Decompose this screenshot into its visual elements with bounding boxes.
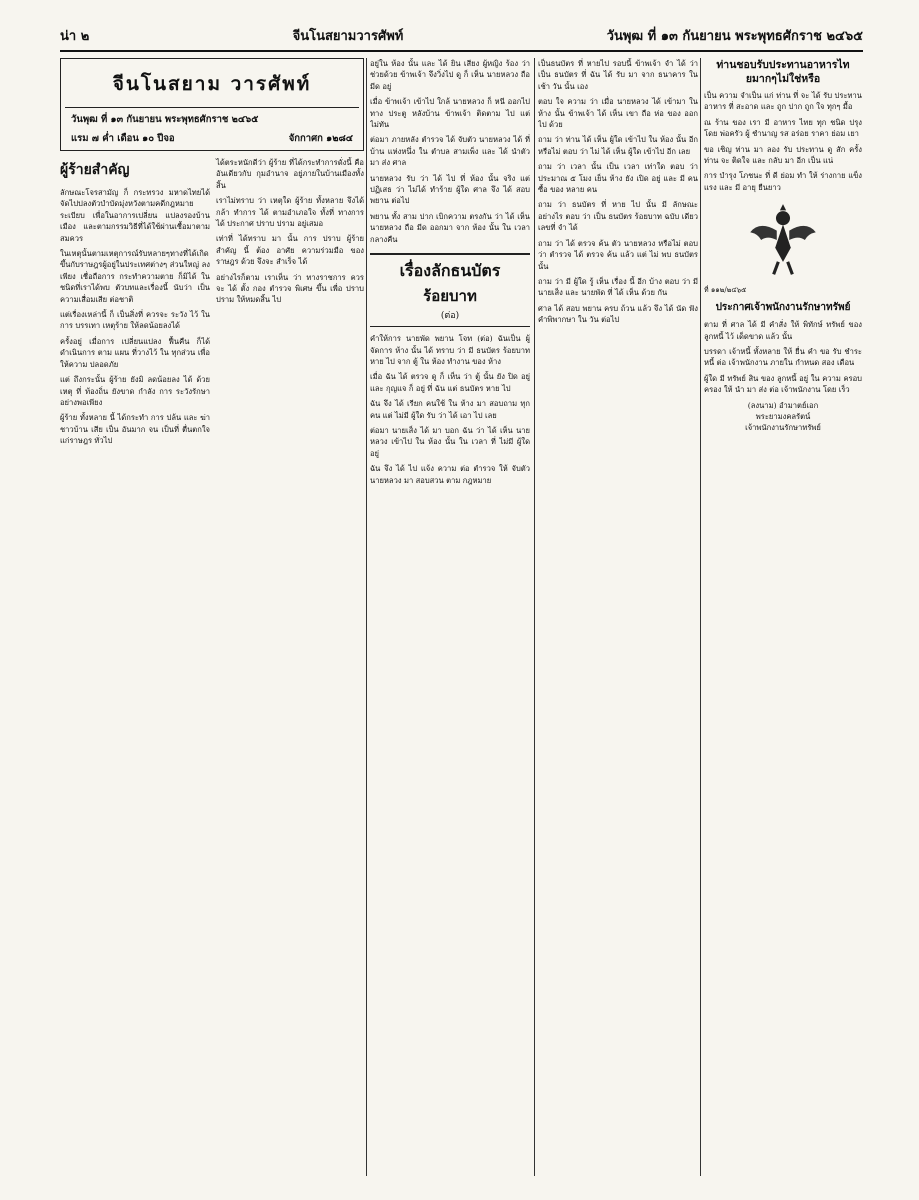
story-continued-note: (ต่อ) — [440, 311, 460, 322]
article-paragraph: ลักษณะโจรสามัญ ก็ กระทรวง มหาดไทยได้จัดไปปลงตัวบำบัดมุ่งหวังตามคดีกฎหมายระเบียบ เพื่อในอาการเปลี่ยน แปลงรองบ้านเมือง และตามกรรมวิธีที่ได้ใช้ผ่านเชื้อมาตามสมควร — [60, 188, 210, 243]
masthead-date-line: วันพุฒ ที่ ๑๓ กันยายน พระพุทธศักราช ๒๔๖๕ — [71, 114, 259, 125]
article-paragraph: ถาม ว่า ท่าน ได้ เห็น ผู้ใด เข้าไป ใน ห้อง นั้น อีก หรือไม่ ตอบ ว่า ไม่ ได้ เห็น ผู้ใด เข้าไป อีก เลย — [538, 135, 698, 156]
column-4 — [704, 58, 862, 1176]
notice-paragraph: บรรดา เจ้าหนี้ ทั้งหลาย ให้ ยื่น คำ ขอ รับ ชำระ หนี้ ต่อ เจ้าพนักงาน ภายใน กำหนด สอง เดือน — [704, 347, 862, 368]
story-paragraph: ฉัน จึง ได้ ไป แจ้ง ความ ต่อ ตำรวจ ให้ จับตัว นายหลวง มา สอบสวน ตาม กฎหมาย — [370, 464, 530, 485]
column-2 — [370, 58, 530, 1176]
article-1-heading: ผู้ร้ายสำคัญ — [60, 162, 130, 178]
newspaper-name: จีนโนสยามวารศัพท์ — [292, 28, 404, 44]
column-rule — [700, 58, 701, 1176]
article-paragraph: เท่าที่ ได้ทราบ มา นั้น การ ปราบ ผู้ร้าย สำคัญ นี้ ต้อง อาศัย ความร่วมมือ ของ ราษฎร ด้วย จึงจะ สำเร็จ ได้ — [216, 234, 364, 267]
garuda-emblem-icon — [744, 201, 822, 279]
column-3 — [538, 58, 698, 1176]
article-paragraph: อย่างไรก็ตาม เราเห็น ว่า ทางราชการ ควร จะ ได้ ตั้ง กอง ตำรวจ พิเศษ ขึ้น เพื่อ ปราบ ปราม ให้หมดสิ้น ไป — [216, 272, 364, 305]
article-paragraph: ถาม ว่า ได้ ตรวจ ค้น ตัว นายหลวง หรือไม่ ตอบ ว่า ตำรวจ ได้ ตรวจ ค้น แล้ว แต่ ไม่ พบ ธนบัตร นั้น — [538, 238, 698, 271]
article-paragraph: แต่เรื่องเหล่านี้ ก็ เป็นสิ่งที่ ควรจะ ระวัง ไว้ ในการ บรรเทา เหตุร้าย ให้ลดน้อยลงได้ — [60, 310, 210, 331]
masthead-lunar — [65, 127, 359, 146]
article-paragraph: ได้ตระหนักดีว่า ผู้ร้าย ที่ได้กระทำการดั่งนี้ คือ อันเดียวกับ กุมอำนาจ อยู่ภายในบ้านเมืองทั้งสิ้น — [216, 158, 364, 190]
notice-signature — [704, 400, 862, 433]
article-1-body — [60, 157, 364, 451]
story-heading-box — [370, 253, 530, 327]
article-paragraph: ตอบ ใจ ความ ว่า เมื่อ นายหลวง ได้ เข้ามา ใน ห้าง นั้น ข้าพเจ้า ได้ เห็น เขา ถือ ห่อ ของ ออก ไป ด้วย — [538, 97, 698, 130]
article-paragraph: ถาม ว่า เวลา นั้น เป็น เวลา เท่าใด ตอบ ว่า ประมาณ ๕ โมง เย็น ห้าง ยัง เปิด อยู่ และ มี คน ซื้อ ของ หลาย คน — [538, 162, 698, 195]
notice-paragraph: ตาม ที่ ศาล ได้ มี คำสั่ง ให้ พิทักษ์ ทรัพย์ ของ ลูกหนี้ ไว้ เด็ดขาด แล้ว นั้น — [704, 320, 862, 341]
header-date: วันพุฒ ที่ ๑๓ กันยายน พระพุทธศักราช ๒๔๖๕ — [606, 28, 863, 44]
article-paragraph: ศาล ได้ สอบ พยาน ครบ ถ้วน แล้ว จึง ได้ นัด ฟัง คำพิพากษา ใน วัน ต่อไป — [538, 303, 698, 325]
masthead-era-line: จักกาศก ๑๒๘๔ — [288, 133, 353, 144]
signature-line: พระยามงคลรัตน์ — [755, 411, 811, 421]
article-paragraph: นายหลวง รับ ว่า ได้ ไป ที่ ห้อง นั้น จริง แต่ ปฏิเสธ ว่า ไม่ได้ ทำร้าย ผู้ใด ศาล จึง ได้ สอบ พยาน ต่อไป — [370, 173, 530, 206]
story-paragraph: ต่อมา นายเส็ง ได้ มา บอก ฉัน ว่า ได้ เห็น นายหลวง เข้าไป ใน ห้อง นั้น ใน เวลา ที่ ไม่มี ผู้ใด อยู่ — [370, 425, 530, 458]
page-number: น่า ๒ — [60, 28, 90, 44]
column-1 — [60, 58, 364, 1176]
article-1-right — [216, 157, 364, 451]
article-paragraph: แต่ ถึงกระนั้น ผู้ร้าย ยังมิ ลดน้อยลง ได้ ด้วย เหตุ ที่ ท้องถิ่น ยังขาด กำลัง การ ระวังรักษา อย่างพอเพียง — [60, 375, 210, 407]
notice-reference: ที่ ๑๑๒/๒๔๖๕ — [704, 286, 747, 295]
advert-paragraph: ณ ร้าน ของ เรา มี อาหาร ไทย ทุก ชนิด ปรุง โดย พ่อครัว ผู้ ชำนาญ รส อร่อย ราคา ย่อม เยา — [704, 117, 862, 139]
advert-paragraph: ขอ เชิญ ท่าน มา ลอง รับ ประทาน ดู สัก ครั้ง ท่าน จะ ติดใจ และ กลับ มา อีก เป็น แน่ — [704, 144, 862, 166]
article-paragraph: ถาม ว่า ธนบัตร ที่ หาย ไป นั้น มี ลักษณะ อย่างไร ตอบ ว่า เป็น ธนบัตร ร้อยบาท ฉบับ เดียว เลขที่ จำ ได้ — [538, 200, 698, 233]
notice-title: ประกาศเจ้าพนักงานรักษาทรัพย์ — [715, 302, 851, 314]
article-paragraph: ผู้ร้าย ทั้งหลาย นี้ ได้กระทำ การ ปล้น และ ฆ่าชาวบ้าน เสีย เป็น อันมาก จน เป็นที่ ตื่นตกใจ แก่ราษฎร ทั่วไป — [60, 413, 210, 446]
article-paragraph: ถาม ว่า มี ผู้ใด รู้ เห็น เรื่อง นี้ อีก บ้าง ตอบ ว่า มี นายเส็ง และ นายพัด ที่ ได้ เห็น ด้วย กัน — [538, 276, 698, 298]
signature-line: (ลงนาม) อำมาตย์เอก — [747, 400, 819, 410]
page-header — [60, 20, 863, 52]
signature-line: เจ้าพนักงานรักษาทรัพย์ — [745, 422, 821, 432]
masthead-lunar-line: แรม ๗ ค่ำ เดือน ๑๐ ปีจอ — [71, 133, 175, 144]
article-paragraph: ในเหตุนั้นตามเหตุการณ์รับหลายๆทางที่ได้เกิดขึ้นกับราษฎรผู้อยู่ในประเทศต่างๆ ส่วนใหญ่ ลงเพียง เชื่อถือการ กระทำความตาย ก็มิได้ ในชนิดที่เราได้พบ ตัวบทและเรื่องนี้ นับว่า เป็น ความเสื่อมเสีย ต่อชาติ — [60, 249, 210, 304]
story-subtitle: ร้อยบาท — [423, 287, 477, 306]
advert-paragraph: เป็น ความ จำเป็น แก่ ท่าน ที่ จะ ได้ รับ ประทาน อาหาร ที่ สะอาด และ ถูก ปาก ถูก ใจ ทุกๆ มื้อ — [704, 91, 862, 112]
notice-paragraph: ผู้ใด มี ทรัพย์ สิน ของ ลูกหนี้ อยู่ ใน ความ ครอบครอง ให้ นำ มา ส่ง ต่อ เจ้าพนักงาน โดย เร็ว — [704, 373, 862, 395]
article-paragraph: เป็นธนบัตร ที่ หายไป รอบนี้ ข้าพเจ้า จำ ได้ ว่า เป็น ธนบัตร ที่ ฉัน ได้ รับ มา จาก ธนาคาร ใน เช้า วัน นั้น เอง — [538, 59, 698, 91]
article-paragraph: พยาน ทั้ง สาม ปาก เบิกความ ตรงกัน ว่า ได้ เห็น นายหลวง ถือ มีด ออกมา จาก ห้อง นั้น ใน เวลา กลางคืน — [370, 211, 530, 244]
column-rule — [534, 58, 535, 1176]
advert-heading: ท่านชอบรับประทานอาหารไทยมากๆไม่ใช่หรือ — [716, 59, 850, 85]
article-paragraph: ต่อมา ภายหลัง ตำรวจ ได้ จับตัว นายหลวง ได้ ที่ บ้าน แห่งหนึ่ง ใน ตำบล สามเพ็ง และ ได้ นำตัว มา ส่ง ศาล — [370, 135, 530, 168]
story-paragraph: เมื่อ ฉัน ได้ ตรวจ ดู ก็ เห็น ว่า ตู้ นั้น ยัง ปิด อยู่ และ กุญแจ ก็ อยู่ ที่ ฉัน แต่ ธนบัตร หาย ไป — [370, 372, 530, 393]
masthead-date — [65, 108, 359, 127]
article-paragraph: เราไม่ทราบ ว่า เหตุใด ผู้ร้าย ทั้งหลาย จึงได้ กล้า ทำการ ได้ ตามอำเภอใจ ทั้งที่ ทางการ ได้ ประกาศ ปราบ ปราม อยู่เสมอ — [216, 196, 364, 229]
article-1-left — [60, 157, 210, 451]
column-rule — [366, 58, 367, 1176]
masthead — [60, 58, 364, 151]
story-paragraph: ฉัน จึง ได้ เรียก คนใช้ ใน ห้าง มา สอบถาม ทุกคน แต่ ไม่มี ผู้ใด รับ ว่า ได้ เอา ไป เลย — [370, 399, 530, 420]
masthead-title: จีนโนสยาม วารศัพท์ — [65, 65, 359, 108]
article-paragraph: เมื่อ ข้าพเจ้า เข้าไป ใกล้ นายหลวง ก็ หนี ออกไป ทาง ประตู หลังบ้าน ข้าพเจ้า ติดตาม ไป แต่ไม่ทัน — [370, 97, 530, 130]
article-paragraph: ครั้งอยู่ เมื่อการ เปลี่ยนแปลง ฟื้นคืน ก็ได้ ดำเนินการ ตาม แผน ที่วางไว้ ใน ทุกส่วน เพื่อให้ความ ปลอดภัย — [60, 336, 210, 369]
story-paragraph: คำให้การ นายพัด พยาน โจท (ต่อ) ฉันเป็น ผู้ จัดการ ห้าง นั้น ได้ ทราบ ว่า มี ธนบัตร ร้อยบาท หาย ไป จาก ตู้ ใน ห้อง ทำงาน ของ ห้าง — [370, 334, 530, 366]
story-title: เรื่องลักธนบัตร — [399, 261, 501, 281]
article-paragraph: อยู่ใน ห้อง นั้น และ ได้ ยิน เสียง ผู้หญิง ร้อง ว่า ช่วยด้วย ข้าพเจ้า จึงวิ่งไป ดู ก็ เห็น นายหลวง ถือ มีด อยู่ — [370, 59, 530, 91]
advert-paragraph: การ บำรุง โภชนะ ที่ ดี ย่อม ทำ ให้ ร่างกาย แข็งแรง และ มี อายุ ยืนยาว — [704, 171, 862, 192]
